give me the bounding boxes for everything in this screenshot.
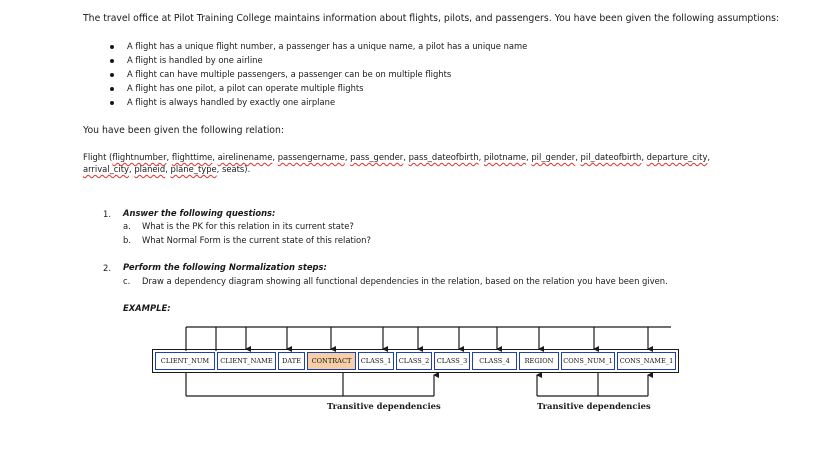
assumption-item: A flight has a unique flight number, a passenger has a unique name, a pilot has a unique name [127,41,528,51]
q2-title: Perform the following Normalization steps: [123,262,327,272]
q1-item-label: b. [123,235,131,245]
q1-item-label: a. [123,221,131,231]
attribute: arrival_city [83,164,129,174]
diagram-column: DATE [278,352,305,370]
assumption-item: A flight is handled by one airline [127,55,263,65]
diagram-column: CLIENT_NAME [217,352,276,370]
attribute: pil_dateofbirth [580,152,642,162]
attribute: departure_city [646,152,708,162]
q1-number: 1. [103,209,111,219]
diagram-column: REGION [519,352,559,370]
diagram-column: CLASS_1 [358,352,394,370]
attribute: pilotname [483,152,527,162]
diagram-column: CONS_NUM_1 [561,352,615,370]
diagram-column: CLASS_2 [396,352,432,370]
attribute: pass_dateofbirth [408,152,479,162]
diagram-column: CONS_NAME_1 [617,352,676,370]
relation-prefix: Flight ( [83,152,113,162]
relation-suffix: ). [244,164,251,174]
q2-number: 2. [103,263,111,273]
diagram-column: CLIENT_NUM [155,352,215,370]
relation-line-2: arrival_city, planeid, plane_type, seats). [83,164,251,174]
q1-item-text: What is the PK for this relation in its current state? [142,221,354,231]
attribute: airelinename [217,152,273,162]
diagram-column: CLASS_3 [434,352,470,370]
assumption-item: A flight has one pilot, a pilot can operate multiple flights [127,83,364,93]
assumption-item: A flight is always handled by exactly one airplane [127,97,336,107]
attribute: flightnumber [112,152,167,162]
transitive-caption: Transitive dependencies [327,401,441,411]
q2-item-label: c. [123,276,131,286]
relation-line-1: Flight (flightnumber, flighttime, airelinename, passengername, pass_gender, pass_dateofbirth, pilotname, pil_gender, pil_dateofbirth, departure_city, [83,152,711,162]
q1-title: Answer the following questions: [123,208,276,218]
diagram-column: CLASS_4 [472,352,517,370]
attribute: seats [222,164,245,174]
diagram-column-highlighted: CONTRACT [307,352,356,370]
relation-intro: You have been given the following relation: [83,125,285,136]
q2-item-text: Draw a dependency diagram showing all functional dependencies in the relation, based on the relation you have been given. [142,276,668,286]
example-label: EXAMPLE: [123,303,171,313]
attribute: pil_gender [531,152,576,162]
attribute: pass_gender [350,152,404,162]
q1-item-text: What Normal Form is the current state of this relation? [142,235,371,245]
intro-text: The travel office at Pilot Training College maintains information about flights, pilots, and passengers. You have been given the following assumptions: [83,13,780,24]
attribute: plane_type [170,164,217,174]
attribute: planeid [134,164,166,174]
transitive-caption: Transitive dependencies [537,401,651,411]
attribute: flighttime [171,152,213,162]
attribute: passengername [277,152,345,162]
assumption-item: A flight can have multiple passengers, a passenger can be on multiple flights [127,69,452,79]
